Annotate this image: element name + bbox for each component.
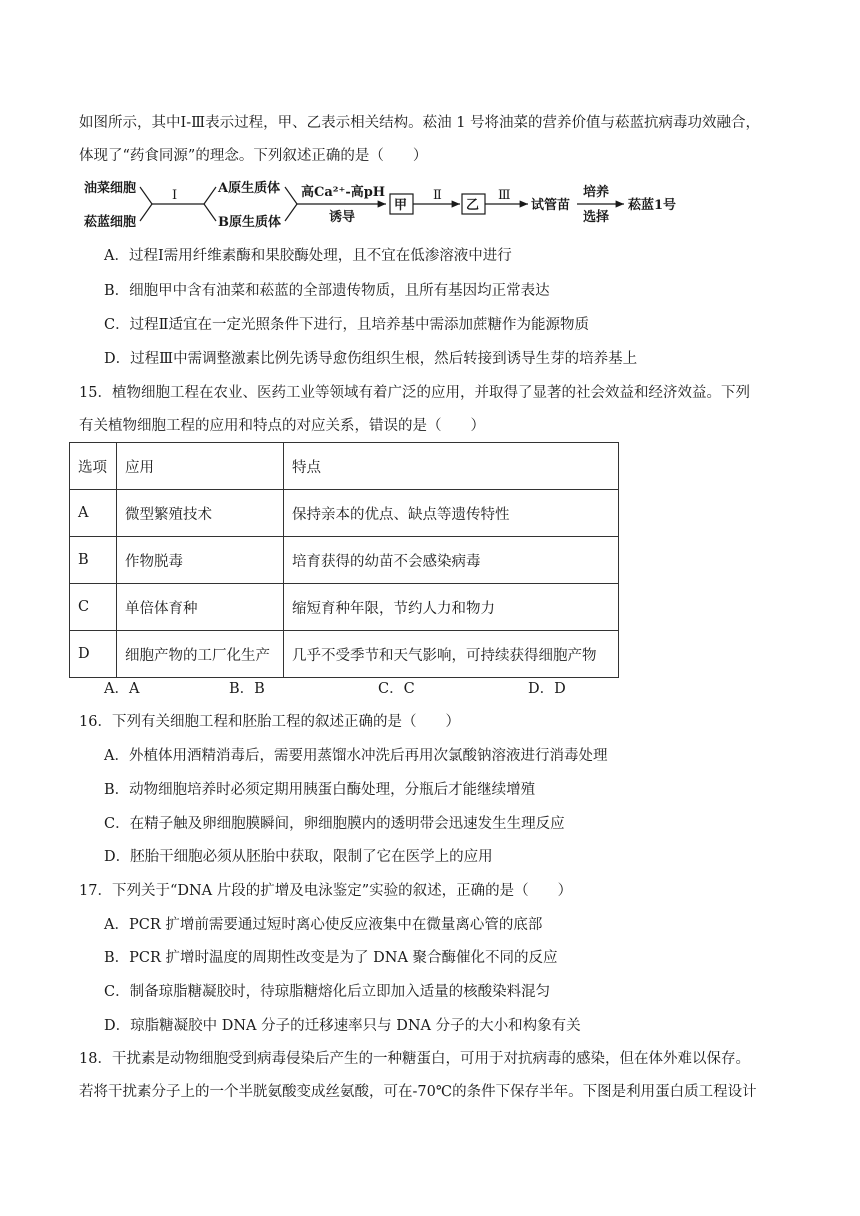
culture-label: 培养 [583,185,610,200]
induce-condition-label: 高Ca²⁺-高pH [301,185,386,200]
table-row [70,490,619,537]
q16-stem: 16．下列有关细胞工程和胚胎工程的叙述正确的是（ ） [79,714,460,730]
table-cell: 几乎不受季节和天气影响，可持续获得细胞产物 [284,631,619,678]
q15-table [69,442,619,678]
select-label: 选择 [583,210,610,225]
jia-label: 甲 [394,198,408,213]
q14-intro-line2: 体现了“药食同源”的理念。下列叙述正确的是（ ） [79,148,428,164]
q14-option-c: C．过程Ⅱ适宜在一定光照条件下进行，且培养基中需添加蔗糖作为能源物质 [104,317,589,333]
table-header-cell: 选项 [70,443,117,490]
merge-line-bottom [285,204,297,221]
merge-line-top [285,187,297,204]
cell-a-label: 油菜细胞 [84,181,137,196]
table-row [70,631,619,678]
step1-label: Ⅰ [172,188,178,203]
q17-option-b: B．PCR 扩增时温度的周期性改变是为了 DNA 聚合酶催化不同的反应 [104,950,558,966]
q17-option-d: D．琼脂糖凝胶中 DNA 分子的迁移速率只与 DNA 分子的大小和构象有关 [104,1018,581,1034]
yi-label: 乙 [466,198,480,213]
split-line-bottom [204,204,216,221]
step2-label: Ⅱ [433,188,442,203]
q16-option-d: D．胚胎干细胞必须从胚胎中获取，限制了它在医学上的应用 [104,849,493,865]
table-row [70,584,619,631]
table-cell: 作物脱毒 [117,537,284,584]
protoplast-b-label: B原生质体 [218,215,281,230]
q18-stem-line1: 18．干扰素是动物细胞受到病毒侵染后产生的一种糖蛋白，可用于对抗病毒的感染，但在体外难以保存。 [79,1051,750,1067]
table-cell: D [70,631,117,678]
result-label: 菘蓝1号 [628,198,677,213]
table-cell: 保持亲本的优点、缺点等遗传特性 [284,490,619,537]
bracket-line-top [140,187,152,204]
q14-option-a: A．过程Ⅰ需用纤维素酶和果胶酶处理，且不宜在低渗溶液中进行 [104,248,512,264]
table-cell: 缩短育种年限，节约人力和物力 [284,584,619,631]
bracket-line-bottom [140,204,152,221]
q16-option-b: B．动物细胞培养时必须定期用胰蛋白酶处理，分瓶后才能继续增殖 [104,782,536,798]
q17-option-a: A．PCR 扩增前需要通过短时离心使反应液集中在微量离心管的底部 [104,917,543,933]
table-cell: 微型繁殖技术 [117,490,284,537]
protoplast-a-label: A原生质体 [218,181,281,196]
table-header-cell: 特点 [284,443,619,490]
table-cell: B [70,537,117,584]
q18-stem-line2: 若将干扰素分子上的一个半胱氨酸变成丝氨酸，可在-70℃的条件下保存半年。下图是利用蛋白质工程设计 [79,1084,757,1100]
table-cell: C [70,584,117,631]
table-header-cell: 应用 [117,443,284,490]
induce-label: 诱导 [329,210,356,225]
q14-option-d: D．过程Ⅲ中需调整激素比例先诱导愈伤组织生根，然后转接到诱导生芽的培养基上 [104,351,638,367]
q16-option-a: A．外植体用酒精消毒后，需要用蒸馏水冲洗后再用次氯酸钠溶液进行消毒处理 [104,748,608,764]
table-cell: 细胞产物的工厂化生产 [117,631,284,678]
table-cell: A [70,490,117,537]
step3-label: Ⅲ [498,188,511,203]
q15-answer-b: B．B [229,681,265,697]
q15-answer-a: A．A [104,681,140,697]
table-cell: 培育获得的幼苗不会感染病毒 [284,537,619,584]
q16-option-c: C．在精子触及卵细胞膜瞬间，卵细胞膜内的透明带会迅速发生生理反应 [104,816,565,832]
q14-option-b: B．细胞甲中含有油菜和菘蓝的全部遗传物质，且所有基因均正常表达 [104,283,550,299]
table-header-row [70,443,619,490]
table-cell: 单倍体育种 [117,584,284,631]
cell-fusion-flow-diagram [84,176,704,232]
q14-intro-line1: 如图所示，其中Ⅰ-Ⅲ表示过程，甲、乙表示相关结构。菘油 1 号将油菜的营养价值与菘蓝抗病毒功效融合， [79,115,761,131]
q15-answer-c: C．C [378,681,415,697]
q15-answer-d: D．D [528,681,566,697]
q17-option-c: C．制备琼脂糖凝胶时，待琼脂糖熔化后立即加入适量的核酸染料混匀 [104,984,551,1000]
q15-stem-line2: 有关植物细胞工程的应用和特点的对应关系，错误的是（ ） [79,418,485,434]
table-row [70,537,619,584]
q15-stem-line1: 15．植物细胞工程在农业、医药工业等领域有着广泛的应用，并取得了显著的社会效益和经济效益。下列 [79,385,750,401]
cell-b-label: 菘蓝细胞 [84,215,137,230]
test-tube-seedling-label: 试管苗 [531,198,571,213]
q17-stem: 17．下列关于“DNA 片段的扩增及电泳鉴定”实验的叙述，正确的是（ ） [79,883,573,899]
split-line-top [204,187,216,204]
